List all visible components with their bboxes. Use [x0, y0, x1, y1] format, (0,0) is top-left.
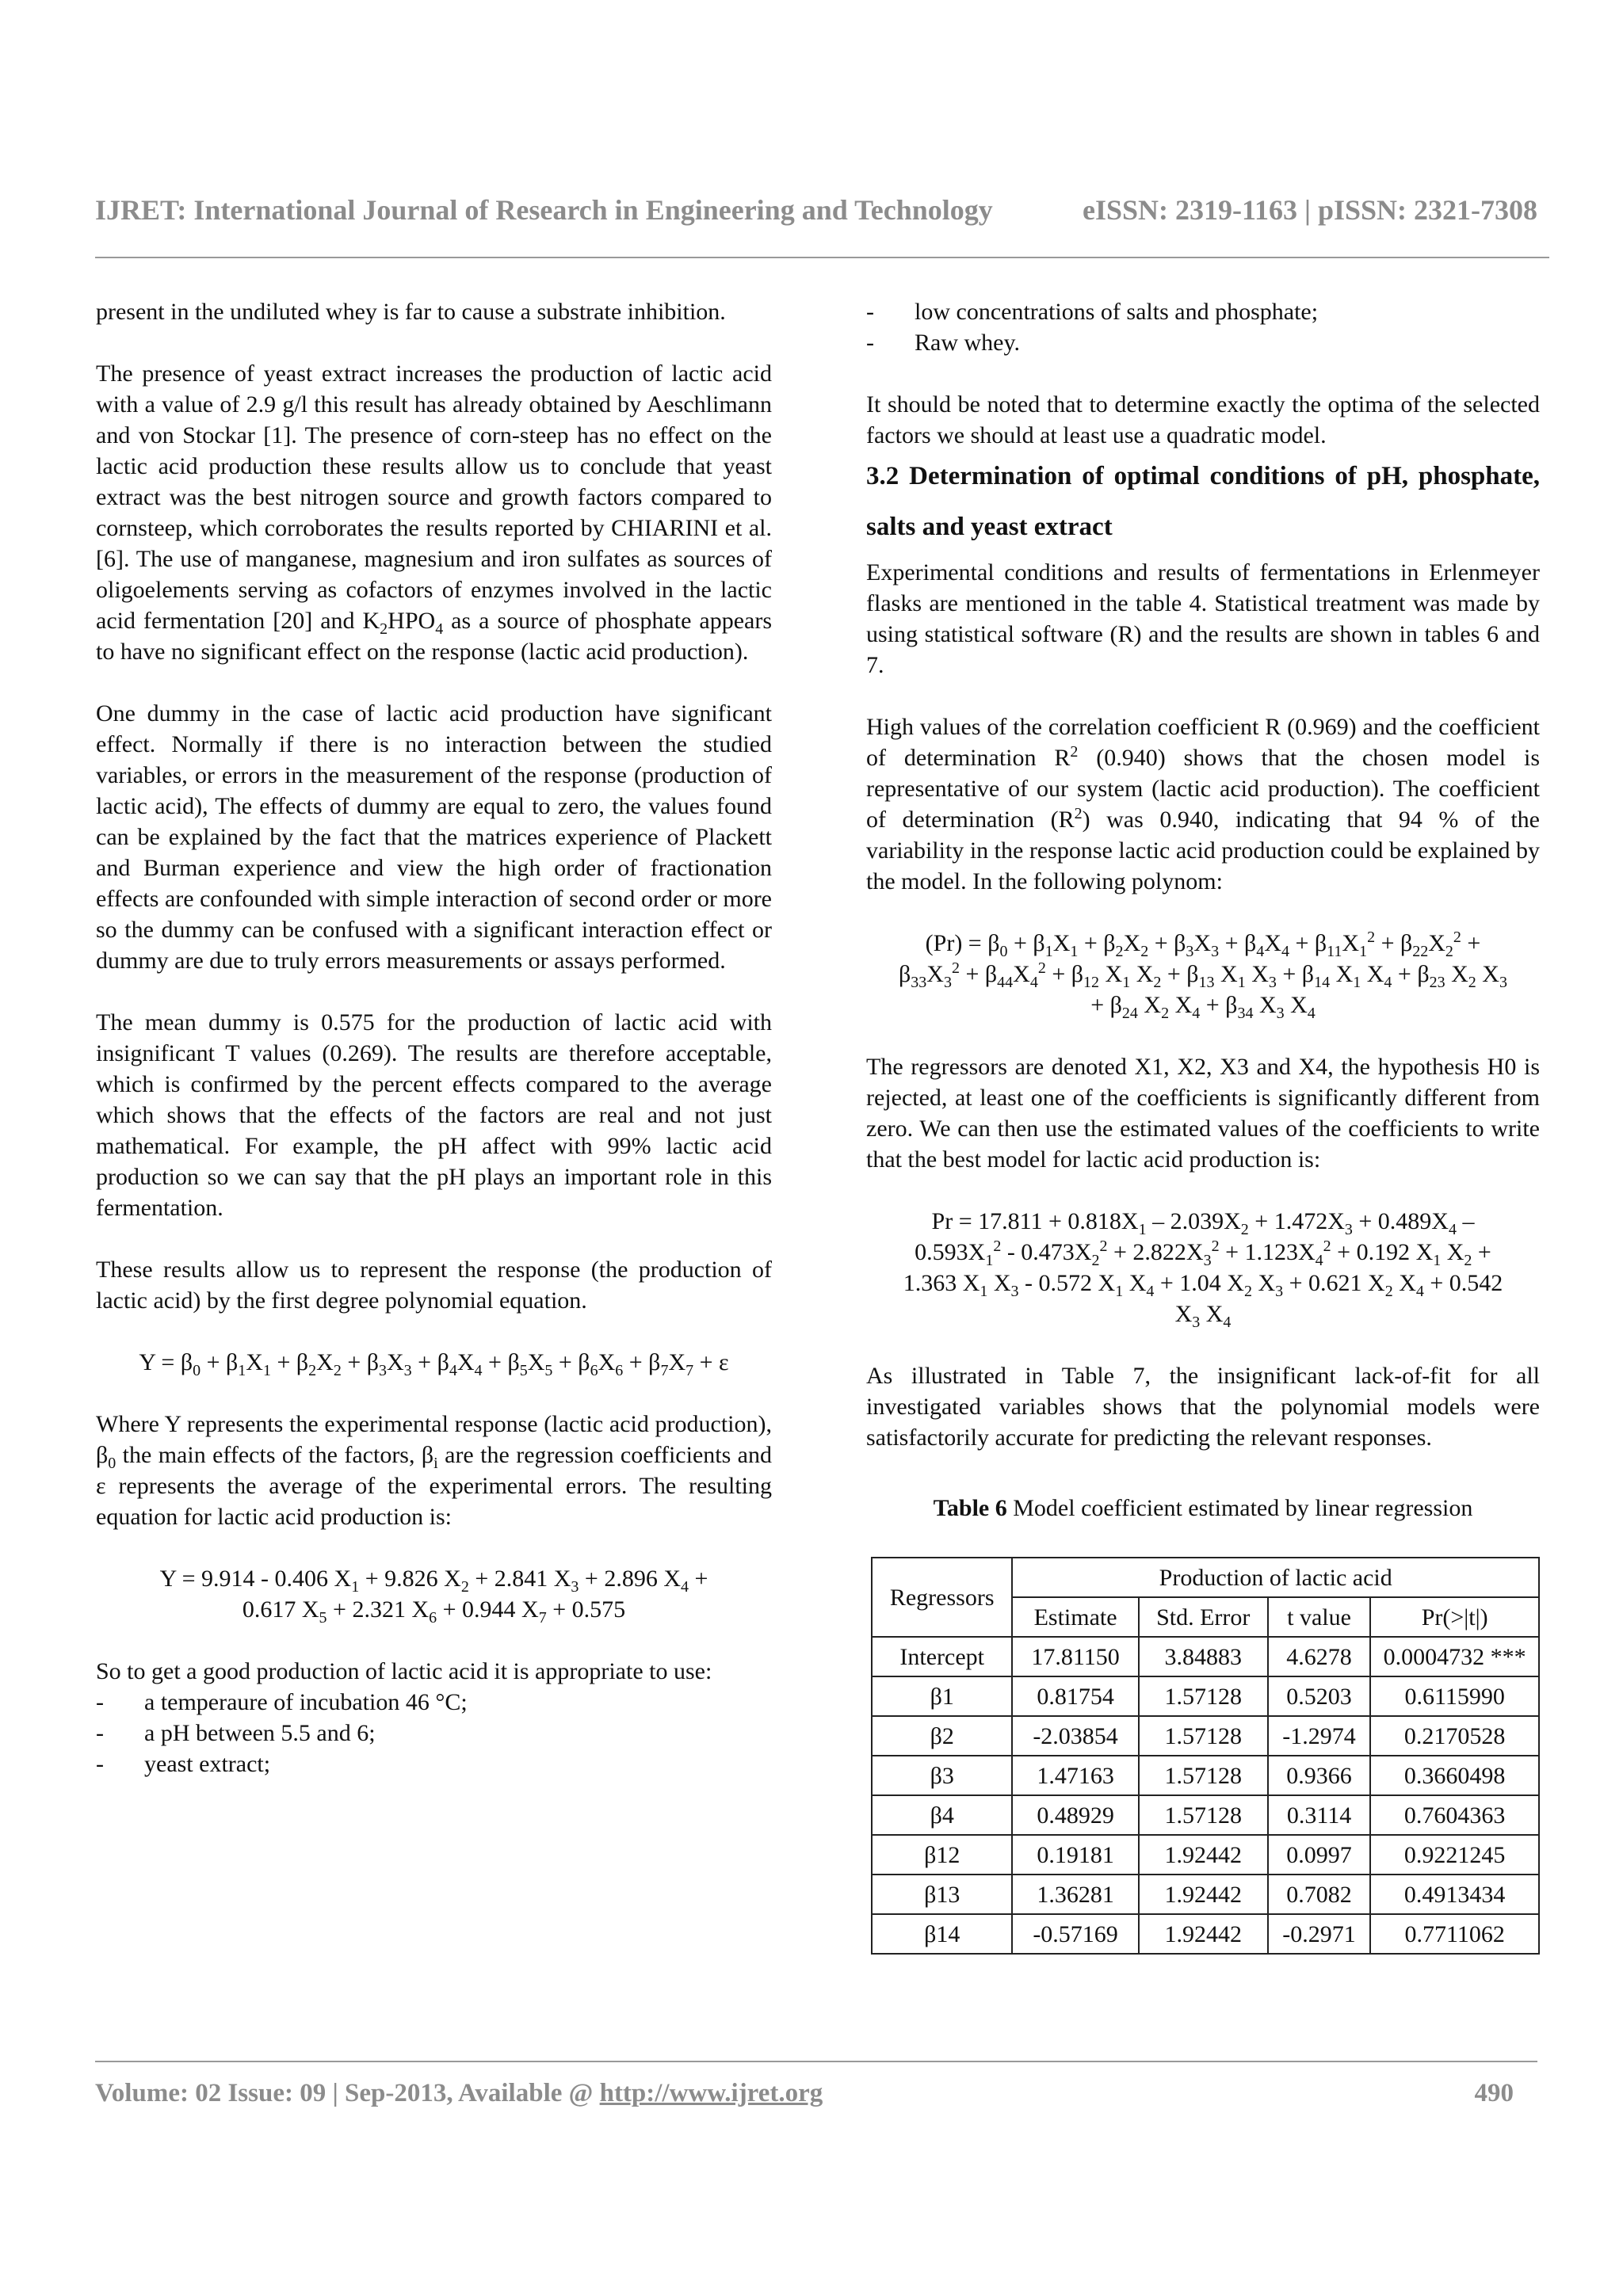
- table-cell: 1.36281: [1012, 1875, 1138, 1914]
- table-row: [872, 1875, 1539, 1914]
- conditions-list-cont: [866, 296, 1540, 358]
- table-cell: 1.47163: [1012, 1756, 1138, 1795]
- table-cell: 0.6115990: [1370, 1676, 1539, 1716]
- journal-title: IJRET: International Journal of Research in Engineering and Technology: [95, 194, 993, 226]
- table-cell: 0.4913434: [1370, 1875, 1539, 1914]
- paragraph: So to get a good production of lactic acid it is appropriate to use:: [96, 1658, 712, 1684]
- table-cell: 0.0997: [1268, 1835, 1371, 1875]
- table-cell: 0.7082: [1268, 1875, 1371, 1914]
- table-cell: 0.81754: [1012, 1676, 1138, 1716]
- table-cell: 1.57128: [1139, 1716, 1268, 1756]
- table-cell: β13: [872, 1875, 1012, 1914]
- list-item: - a pH between 5.5 and 6;: [96, 1720, 376, 1746]
- table-row: [872, 1716, 1539, 1756]
- paragraph: The regressors are denoted X1, X2, X3 and X4, the hypothesis H0 is rejected, at least one of the coefficients is significantly different from zero. We can then use the estimated values of the coefficients to write that the best model for lactic acid production is:: [866, 1054, 1540, 1173]
- paragraph: One dummy in the case of lactic acid production have significant effect. Normally if there is no interaction between the studied variables, or errors in the measurement of the response (production of lactic acid), The effects of dummy are equal to zero, the values found can be explained by the fact that the matrices experience of Plackett and Burman experience and view the high order of fractionation effects are confounded with simple interaction of second order or more so the dummy can be confused with a significant interaction effect or dummy are due to truly errors measurements or assays performed.: [96, 700, 772, 974]
- table-cell: 4.6278: [1268, 1637, 1371, 1676]
- issn: eISSN: 2319-1163 | pISSN: 2321-7308: [1083, 194, 1537, 226]
- table-cell: β1: [872, 1676, 1012, 1716]
- table-caption: Table 6 Model coefficient estimated by linear regression: [933, 1495, 1473, 1521]
- left-column: [96, 296, 772, 1779]
- right-column: [866, 296, 1540, 1955]
- coefficient-table: [871, 1557, 1540, 1955]
- table-cell: -0.57169: [1012, 1914, 1138, 1954]
- table-cell: 0.3660498: [1370, 1756, 1539, 1795]
- table-cell: 0.3114: [1268, 1795, 1371, 1835]
- table-cell: 0.5203: [1268, 1676, 1371, 1716]
- table-cell: 1.57128: [1139, 1756, 1268, 1795]
- table-row: [872, 1637, 1539, 1676]
- table-cell: 1.92442: [1139, 1875, 1268, 1914]
- table-header-cell: Pr(>|t|): [1370, 1597, 1539, 1637]
- list-item: - Raw whey.: [866, 330, 1021, 356]
- table-cell: -0.2971: [1268, 1914, 1371, 1954]
- paragraph: The presence of yeast extract increases the production of lactic acid with a value of 2.9 g/l this result has already obtained by Aeschlimann and von Stockar [1]. The presence of corn-steep has no effect on the lactic acid production these results allow us to conclude that yeast extract was the best nitrogen source and growth factors compared to cornsteep, which corroborates the results reported by CHIARINI et al. [6]. The use of manganese, magnesium and iron sulfates as sources of oligoelements serving as cofactors of enzymes involved in the lactic acid fermentation [20] and $K_2HPO_4$ as a source of phosphate appears to have no significant effect on the response (lactic acid production).: [96, 360, 772, 665]
- table-cell: 1.92442: [1139, 1835, 1268, 1875]
- paragraph: High values of the correlation coefficient R (0.969) and the coefficient of determination $R^2$ (0.940) shows that the chosen model is representative of our system (lactic acid production). The coefficient of determination $(R^2)$ was 0.940, indicating that 94 % of the variability in the response lactic acid production could be explained by the model. In the following polynom:: [866, 714, 1540, 894]
- page-number: 490: [1474, 2079, 1514, 2107]
- table-header-cell: Production of lactic acid: [1012, 1558, 1539, 1597]
- table-cell: β4: [872, 1795, 1012, 1835]
- paragraph: present in the undiluted whey is far to cause a substrate inhibition.: [96, 299, 726, 325]
- footer-rule: [95, 2061, 1537, 2062]
- table-header-cell: t value: [1268, 1597, 1371, 1637]
- volume-info: Volume: 02 Issue: 09 | Sep-2013, Available @: [95, 2079, 600, 2107]
- paragraph: As illustrated in Table 7, the insignificant lack-of-fit for all investigated variables shows that the polynomial models were satisfactorily accurate for predicting the relevant responses.: [866, 1363, 1540, 1451]
- equation-first-degree: $Y = \beta_0 + \beta_1X_1 + \beta_2X_2 + \beta_3X_3 + \beta_4X_4 + \beta_5X_5 + \beta_6X_6 + \beta_7X_7 + \varepsilon$: [139, 1349, 729, 1379]
- page-header: [95, 193, 1537, 227]
- equation-best-model: $Pr = 17.811 + 0.818X_1 - 2.039X_2 + 1.472X_3 + 0.489X_4$ – $0.593X_1^2 - 0.473X_2^2 + 2.822X_3^2 + 1.123X_4^2 + 0.192$ $X_1$ $X_2$ + 1.363 $X_1$ $X_3 - 0.572$ $X_1$ $X_4 + 1.04$ $X_2$ $X_3 + 0.621$ $X_2$ $X_4 + 0.542$ $X_3$ $X_4$: [903, 1208, 1503, 1331]
- table-cell: -1.2974: [1268, 1716, 1371, 1756]
- paragraph: Where Y represents the experimental response (lactic acid production), $\beta_0$ the main effects of the factors, $\beta_i$ are the regression coefficients and ε represents the average of the experimental errors. The resulting equation for lactic acid production is:: [96, 1411, 772, 1530]
- table-cell: 0.48929: [1012, 1795, 1138, 1835]
- table-cell: 0.9221245: [1370, 1835, 1539, 1875]
- table-header-row: [872, 1558, 1539, 1597]
- table-row: [872, 1756, 1539, 1795]
- equation-fitted: Y = 9.914 - 0.406 $X_1 + 9.826$ $X_2 + 2.841$ $X_3 + 2.896$ $X_4$ + 0.617 $X_5 + 2.321$ $X_6 + 0.944$ $X_7 + 0.575$: [159, 1566, 708, 1627]
- table-row: [872, 1835, 1539, 1875]
- table-cell: -2.03854: [1012, 1716, 1138, 1756]
- table-cell: 0.7604363: [1370, 1795, 1539, 1835]
- table-cell: β3: [872, 1756, 1012, 1795]
- table-cell: 0.0004732 ***: [1370, 1637, 1539, 1676]
- list-item: - a temperaure of incubation 46 °C;: [96, 1689, 468, 1715]
- paragraph: Experimental conditions and results of fermentations in Erlenmeyer flasks are mentioned in the table 4. Statistical treatment was made by using statistical software (R) and the results are shown in tables 6 and 7.: [866, 559, 1540, 678]
- table-row: [872, 1676, 1539, 1716]
- table-header-cell: Regressors: [872, 1558, 1012, 1637]
- conditions-list: [96, 1687, 772, 1779]
- page-footer: [95, 2079, 1514, 2108]
- journal-link[interactable]: http://www.ijret.org: [599, 2079, 823, 2107]
- table-row: [872, 1914, 1539, 1954]
- table-cell: β12: [872, 1835, 1012, 1875]
- paragraph: These results allow us to represent the response (the production of lactic acid) by the first degree polynomial equation.: [96, 1257, 772, 1314]
- table-row: [872, 1795, 1539, 1835]
- table-cell: Intercept: [872, 1637, 1012, 1676]
- table-cell: β14: [872, 1914, 1012, 1954]
- table-header-cell: Std. Error: [1139, 1597, 1268, 1637]
- table-cell: 3.84883: [1139, 1637, 1268, 1676]
- table-cell: β2: [872, 1716, 1012, 1756]
- table-cell: 0.19181: [1012, 1835, 1138, 1875]
- list-item: - low concentrations of salts and phosphate;: [866, 299, 1319, 325]
- table-cell: 17.81150: [1012, 1637, 1138, 1676]
- section-heading: 3.2 Determination of optimal conditions of pH, phosphate, salts and yeast extract: [866, 462, 1540, 541]
- table-cell: 0.9366: [1268, 1756, 1371, 1795]
- table-cell: 1.92442: [1139, 1914, 1268, 1954]
- table-cell: 0.7711062: [1370, 1914, 1539, 1954]
- table-cell: 0.2170528: [1370, 1716, 1539, 1756]
- equation-polynom: $(Pr) = \beta_0 + \beta_1X_1 + \beta_2X_2 + \beta_3X_3 + \beta_4X_4 + \beta_{11}X_1^2 + \beta_{22}X_2^2$ + $\beta_{33}X_3^2 + \beta_{44}X_4^2 + \beta_{12}$ $X_1$ $X_2 + \beta_{13}$ $X_1$ $X_3 + \beta_{14}$ $X_1$ $X_4 + \beta_{23}$ $X_2$ $X_3$ + $\beta_{24}$ $X_2$ $X_4 + \beta_{34}$ $X_3$ $X_4$: [899, 929, 1507, 1022]
- paragraph: The mean dummy is 0.575 for the production of lactic acid with insignificant T values (0.269). The results are therefore acceptable, which is confirmed by the percent effects compared to the average which shows that the effects of the factors are real and not just mathematical. For example, the pH affect with 99% lactic acid production so we can say that the pH plays an important role in this fermentation.: [96, 1009, 772, 1221]
- header-rule: [95, 257, 1549, 258]
- table-cell: 1.57128: [1139, 1676, 1268, 1716]
- table-header-cell: Estimate: [1012, 1597, 1138, 1637]
- paragraph: It should be noted that to determine exactly the optima of the selected factors we should at least use a quadratic model.: [866, 391, 1540, 448]
- table-cell: 1.57128: [1139, 1795, 1268, 1835]
- list-item: - yeast extract;: [96, 1751, 271, 1777]
